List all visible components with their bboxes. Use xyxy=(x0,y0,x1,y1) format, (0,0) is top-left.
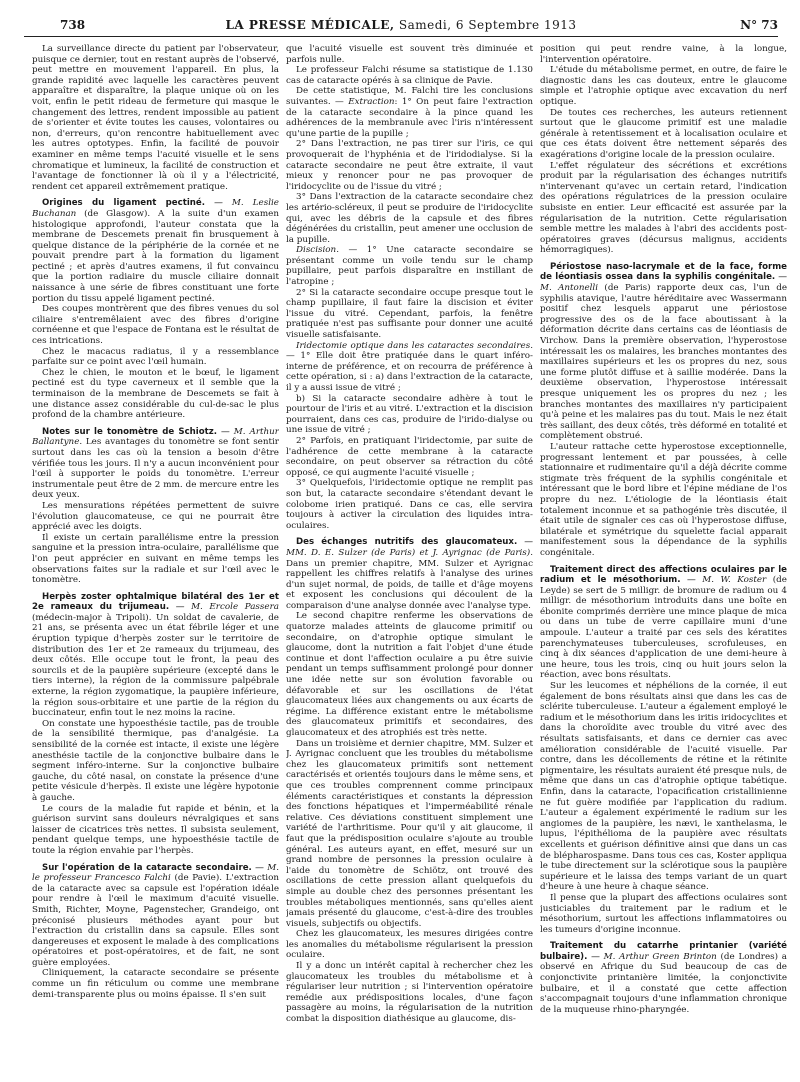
article-title: Des échanges nutritifs des glaucomateux. xyxy=(296,537,518,548)
article-ballantyne xyxy=(32,427,279,501)
paragraph: Dans un troisième et dernier chapitre, MM. Sulzer et J. Ayrignac concluent que les troubles du métabolisme chez les glaucomateux primitifs sont nettement caractérisés et orientés toujours dans le même sens, et que ces troubles comprennent comme principaux éléments caractéristiques et constants la dépression des fonctions hépatiques et l'imperméabilité rénale relative. Ces déviations constituent simplement une variété de l'arthritisme. Pour qu'il y ait glaucome, il faut que la prédisposition oculaire s'ajoute au trouble général. Les auteurs ayant, en effet, mesuré sur un grand nombre de personnes la pression oculaire à l'aide du tonomètre de Schiötz, ont trouvé des oscillations de cette pression allant quelquefois du simple au double chez des personnes présentant les troubles métaboliques mentionnés, sans qu'elles aient jamais présenté du glaucome, c'est-à-dire des troubles visuels, subjectifs ou objectifs. xyxy=(286,738,533,929)
text: : 1° On peut faire l'extraction de la cataracte secondaire à la pince quand les adhérences de la membranule avec l'iris n'intéressent qu'une partie de la pupille ; xyxy=(286,96,533,139)
article-text: (de Paris) rapporte deux cas, l'un de syphilis atavique, l'autre héréditaire avec Wassermann positif chez lesquels apparut une périostose progressive des os de la face aboutissant à la déformation décrite dans certains cas de léontiasis de Virchow. Dans la première observation, l'hyperostose intéressait les os malaires, les branches montantes des maxillaires supérieurs et les os propres du nez, sous une forme plutôt diffuse et à saillie modérée. Dans la deuxième observation, l'hyperostose intéressait presque uniquement les os propres du nez ; les branches montantes des maxillaires n'y participaient qu'à peine et les malaires pas du tout. Mais le nez était très saillant, des deux côtés, très déformé en totalité et complètement obstrué. xyxy=(540,283,787,442)
article-title: Herpès zoster ophtalmique bilatéral des 1er et 2e rameaux du trijumeau. xyxy=(32,591,279,613)
page-number: 738 xyxy=(60,18,86,32)
paragraph: Le cours de la maladie fut rapide et bénin, et la guérison survint sans douleurs névralgiques et sans laisser de cicatrices très nettes. Il subsista seulement, pendant quelque temps, une hypoesthésie tactile de toute la région envahie par l'herpès. xyxy=(32,803,279,856)
paragraph: De toutes ces recherches, les auteurs retiennent surtout que le glaucome primitif est une maladie générale à retentissement et à localisation oculaire et que ces états doivent être nettement séparés des exagérations d'origine locale de la pression oculaire. xyxy=(540,107,787,160)
article-author: — M. Arthur Green Brinton xyxy=(591,951,717,962)
paragraph: Chez le macacus radiatus, il y a ressemblance parfaite sur ce point avec l'œil humain. xyxy=(32,346,279,368)
paragraph xyxy=(286,341,533,394)
paragraph: b) Si la cataracte secondaire adhère à tout le pourtour de l'iris et au vitré. L'extraction et la discision pourraient, dans ces cas, produire de l'irido-dialyse ou une issue de vitré ; xyxy=(286,393,533,436)
article-title: Origines du ligament pectiné. xyxy=(42,198,205,209)
column-1 xyxy=(32,44,279,1074)
subheading: Discision. xyxy=(296,245,339,256)
article-title: Traitement direct des affections oculaires par le radium et le mésothorium. xyxy=(540,564,787,586)
paragraph: position qui peut rendre vaine, à la longue, l'intervention opératoire. xyxy=(540,44,787,65)
paragraph: Il y a donc un intérêt capital à rechercher chez les glaucomateux les troubles du métabolisme et à régulariser leur nutrition ; si l'intervention opératoire remédie aux prédispositions locales, d'une façon passagère au moins, la régularisation de la nutrition combat la disposition diathésique au glaucome, dis- xyxy=(286,961,533,1025)
journal-title-line xyxy=(24,18,778,32)
subheading: Iridectomie optique dans les cataractes secondaires. xyxy=(296,340,533,351)
article-sulzer xyxy=(286,537,533,611)
text: De cette statistique, M. Falchi tire les conclusions suivantes. — xyxy=(286,86,533,107)
article-title: Sur l'opération de la cataracte secondaire. xyxy=(42,862,252,873)
article-author: — M. W. Koster xyxy=(687,575,767,586)
paragraph: 2° Si la cataracte secondaire occupe presque tout le champ pupillaire, il faut faire la discision et éviter l'issue du vitré. Cependant, parfois, la fenêtre pratiquée n'est pas suffisante pour donner une acuité visuelle satisfaisante. xyxy=(286,287,533,341)
article-author: — MM. D. E. Sulzer (de Paris) et J. Ayrignac (de Paris). xyxy=(286,537,533,558)
paragraph: Les mensurations répétées permettent de suivre l'évolution glaucomateuse, ce qui ne pourrait être apprécié avec les doigts. xyxy=(32,500,279,533)
article-text: (de Glasgow). A la suite d'un examen histologique approfondi, l'auteur constata que la membrane de Descemets prenait fin brusquement à quelque distance de la périphérie de la cornée et ne pouvait prendre part à la formation du ligament pectiné ; et après d'autres examens, il fut convaincu que la portion radiaire du muscle ciliaire donnait naissance à une série de fibres constituant une forte portion du tissu appelé ligament pectiné. xyxy=(32,208,279,304)
article-text: (de Londres) a observé en Afrique du Sud beaucoup de cas de conjonctivite printanière limitée, la conjonctivite bulbaire, et il a constaté que cette affection s'accompagnait toujours d'une inflammation chronique de la muqueuse rhino-pharyngée. xyxy=(540,951,787,1015)
article-title: Notes sur le tonomètre de Schiotz. xyxy=(42,426,218,437)
article-text: (médecin-major à Tripoli). Un soldat de cavalerie, de 21 ans, se présenta avec un état fébrile léger et une éruption typique d'herpès zoster sur le territoire de distribution des 1er et 2e rameaux du trijumeau, des deux côtés. Elle occupe tout le front, la peau des sourcils et de la paupière supérieure (excepté dans le tiers interne), la région de la commissure palpébrale externe, la région zygomatique, la paupière inférieure, la région sous-orbitaire et une partie de la région du buccinateur, enfin tout le nez moins la racine. xyxy=(32,612,279,719)
text: — 1° Elle doit être pratiquée dans le quart inféro-interne de préférence, et on recourra de préférence à cette opération, si : a) dans l'extraction de la cataracte, il y a aussi issue de vitré ; xyxy=(286,351,533,393)
paragraph: L'auteur rattache cette hyperostose exceptionnelle, progressant lentement et par poussées, à celle stationnaire et rudimentaire qu'il a déjà décrite comme stigmate très fréquent de la syphilis congénitale et intéressant que le bord libre et l'épine médiane de l'os propre du nez. L'étiologie de la léontiasis était totalement inconnue et sa pathogénie très discutée, il était utile de signaler ces cas où l'hyperostose diffuse, bilatérale et symétrique du squelette facial apparait manifestement sous la dépendance de la syphilis congénitale. xyxy=(540,441,787,558)
paragraph xyxy=(286,245,533,287)
page-header xyxy=(24,14,778,37)
text: — 1° Une cataracte secondaire se présentant comme un voile tendu sur le champ pupillaire, peut parfois disparaître en instillant de l'atropine ; xyxy=(286,245,533,288)
article-passera xyxy=(32,592,279,719)
paragraph: On constate une hypoesthésie tactile, pas de trouble de la sensibilité thermique, pas d'analgésie. La sensibilité de la cornée est intacte, il existe une légère anesthésie tactile de la conjonctive bulbaire dans le segment inféro-interne. Sur la conjonctive bulbaire gauche, du côté nasal, on constate la présence d'une petite vésicule d'herpès. Il existe une légère hypotonie à gauche. xyxy=(32,718,279,803)
issue-number: N° 73 xyxy=(740,18,778,32)
article-author: — M. Antonelli xyxy=(540,272,787,294)
paragraph: 3° Dans l'extraction de la cataracte secondaire chez les artério-scléreux, il peut se produire de l'iridocyclite qui, avec les débris de la capsule et des fibres dégénérées du cristallin, peut amener une occlusion de la pupille. xyxy=(286,192,533,245)
article-author: — M. Arthur Ballantyne. xyxy=(32,426,279,448)
paragraph: 2° Parfois, en pratiquant l'iridectomie, par suite de l'adhérence de cette membrane à la cataracte secondaire, on peut observer sa rétraction du côté opposé, ce qui augmente l'acuité visuelle ; xyxy=(286,435,533,478)
issue-date: Samedi, 6 Septembre 1913 xyxy=(398,18,577,32)
column-3 xyxy=(540,44,787,1074)
article-author: — M. Ercole Passera xyxy=(175,602,279,613)
article-text: Dans un premier chapitre, MM. Sulzer et Ayrignac rappellent les chiffres relatifs à l'analyse des urines d'un sujet normal, de poids, de taille et d'âge moyens et exposent les conclusions qui découlent de la comparaison d'une analyse donnée avec l'analyse type. xyxy=(286,558,533,611)
journal-title: LA PRESSE MÉDICALE, xyxy=(225,18,395,32)
article-brinton xyxy=(540,941,787,1015)
paragraph: que l'acuité visuelle est souvent très diminuée et parfois nulle. xyxy=(286,44,533,65)
article-title: Périostose naso-lacrymale et de la face, forme de léontiasis ossea dans la syphilis congénitale. xyxy=(540,261,787,283)
paragraph: Des coupes montrèrent que des fibres venues du sol ciliaire s'entremêlaient avec des fibres d'origine cornéenne et que l'espace de Fontana est le résultat de ces intrications. xyxy=(32,304,279,347)
paragraph: Il pense que la plupart des affections oculaires sont justiciables du traitement par le radium et le mésothorium, surtout les affections inflammatoires ou les tumeurs d'origine inconnue. xyxy=(540,892,787,935)
article-text: (de Leyde) se sert de 5 milligr. de bromure de radium ou 4 milligr. de mésothorium introduits dans une boîte en ébonite comprimés derrière une mince plaque de mica ou dans un tube de verre capillaire muni d'une ampoule. L'auteur a traité par ces sels des kératites parenchymateuses tuberculeuses, scrofuleuses, en cinq à dix séances d'application de une demi-heure à une heure, tous les trois, cinq ou huit jours selon la réaction, avec bons résultats. xyxy=(540,575,787,681)
paragraph: 3° Quelquefois, l'iridectomie optique ne remplit pas son but, la cataracte secondaire s'étendant devant le colobome irien pratiqué. Dans ce cas, elle servira toujours à activer la circulation des liquides intra-oculaires. xyxy=(286,478,533,531)
article-text: Les avantages du tonomètre se font sentir surtout dans les cas où la tension a besoin d'être vérifiée tous les jours. Il n'y a aucun inconvénient pour l'œil à supporter le poids du tonomètre. L'erreur instrumentale peut être de 2 mm. de mercure entre les deux yeux. xyxy=(32,437,279,501)
paragraph: L'étude du métabolisme permet, en outre, de faire le diagnostic dans les cas douteux, entre le glaucome simple et l'atrophie optique avec excavation du nerf optique. xyxy=(540,65,787,107)
article-falchi xyxy=(32,863,279,969)
article-koster xyxy=(540,565,787,682)
article-author: — M. Leslie Buchanan xyxy=(32,198,279,219)
paragraph xyxy=(286,86,533,139)
paragraph: La surveillance directe du patient par l'observateur, puisque ce dernier, tout en restant auprès de l'observé, peut mettre en mouvement l'appareil. En plus, la grande rapidité avec laquelle les caractères peuvent apparaître et disparaître, la plaque unique où on les voit, enfin le petit rideau de fermeture qui masque le changement des lettres, rendent impossible au patient de s'orienter et évite toutes les causes, volontaires ou non, d'erreurs, qu'on rencontre habituellement avec les autres optotypes. Enfin, la facilité de pouvoir examiner en même temps l'acuité visuelle et le sens chromatique et lumineux, la facilité de construction et l'avantage de fonctionner là où il y a l'électricité, rendent cet appareil extrêmement pratique. xyxy=(32,44,279,192)
column-2 xyxy=(286,44,533,1074)
paragraph: Cliniquement, la cataracte secondaire se présente comme un fin réticulum ou comme une membrane demi-transparente plus ou moins épaisse. Il s'en suit xyxy=(32,968,279,1000)
article-author: — M. le professeur Francesco Falchi xyxy=(32,862,279,884)
paragraph: 2° Dans l'extraction, ne pas tirer sur l'iris, ce qui provoquerait de l'hyphénia et de l'iridodialyse. Si la cataracte secondaire ne peut être extraite, il vaut mieux y renoncer pour ne pas provoquer de l'iridocyclite ou de l'issue du vitré ; xyxy=(286,139,533,192)
paragraph: L'effet régulateur des sécrétions et excrétions produit par la régularisation des échanges nutritifs n'intervenant qu'avec un certain retard, l'indication des opérations régulatrices de la pression oculaire subsiste en entier. Leur efficacité est assurée par la régularisation de la nutrition. Cette régularisation semble mettre les malades à l'abri des accidents post-opératoires graves (décursus malignus, accidents hémorragiques). xyxy=(540,160,787,256)
paragraph: Il existe un certain parallélisme entre la pression sanguine et la pression intra-oculaire, parallélisme que l'on peut apprécier en suivant en même temps les observations faites sur la radiale et sur l'œil avec le tonomètre. xyxy=(32,532,279,586)
article-antonelli xyxy=(540,262,787,442)
article-title: Traitement du catarrhe printanier (variété bulbaire). xyxy=(540,941,787,962)
paragraph: Le second chapitre renferme les observations de quatorze malades atteints de glaucome primitif ou secondaire, on d'atrophie optique simulant le glaucome, dont la nutrition a fait l'objet d'une étude continue et dont l'affection oculaire a pu être suivie pendant un temps suffisamment prolongé pour donner une idée nette sur son évolution favorable ou défavorable et sur les oscillations de l'état glaucomateux liées aux changements ou aux écarts de régime. La différence existant entre le métabolisme des glaucomateux primitifs et secondaires, des glaucomateux et des atrophiés est très nette. xyxy=(286,611,533,738)
article-text: (de Pavie). L'extraction de la cataracte avec sa capsule est l'opération idéale pour rendre à l'œil le maximum d'acuité visuelle. Smith, Richter, Moyne, Pagenstecher, Grandeigo, ont préconisé plusieurs méthodes ayant pour but l'extraction du cristallin dans sa capsule. Elles sont dangereuses et exposent le malade à des complications opératoires et post-opératoires, et de fait, ne sont guère employées. xyxy=(32,873,279,968)
paragraph: Sur les leucomes et néphélions de la cornée, il eut également de bons résultats ainsi que dans les cas de sclérite tuberculeuse. L'auteur a également employé le radium et le mésothorium dans les iritis iridocyclites et dans la choroïdite avec trouble du vitré avec des résultats satisfaisants, et dans ce dernier cas avec amélioration considérable de l'acuité visuelle. Par contre, dans les décollements de rétine et la rétinite pigmentaire, les résultats auraient été presque nuls, de même que dans un cas d'atrophie optique tabétique. Enfin, dans la cataracte, l'opacification cristallinienne ne fut guère modifiée par l'application du radium. L'auteur a également expérimenté le radium sur les angiomes de la paupière, les nævi, le xanthelasma, le lupus, l'épithélioma de la paupière avec résultats excellents et guérison définitive ainsi que dans un cas de blépharospasme. Dans tous ces cas, Koster appliqua le tube directement sur la sclérotique sous la paupière supérieure et le laissa des temps variant de un quart d'heure à une heure à chaque séance. xyxy=(540,681,787,893)
subheading: Extraction xyxy=(348,96,395,107)
paragraph: Le professeur Falchi résume sa statistique de 1.130 cas de cataracte opérés à sa clinique de Pavie. xyxy=(286,65,533,86)
paragraph: Chez le chien, le mouton et le bœuf, le ligament pectiné est du type caverneux et il semble que la terminaison de la membrane de Descemets se fait à une distance assez considérable du cul-de-sac le plus profond de la chambre antérieure. xyxy=(32,367,279,421)
paragraph: Chez les glaucomateux, les mesures dirigées contre les anomalies du métabolisme régularisent la pression oculaire. xyxy=(286,929,533,961)
article-buchanan xyxy=(32,198,279,304)
